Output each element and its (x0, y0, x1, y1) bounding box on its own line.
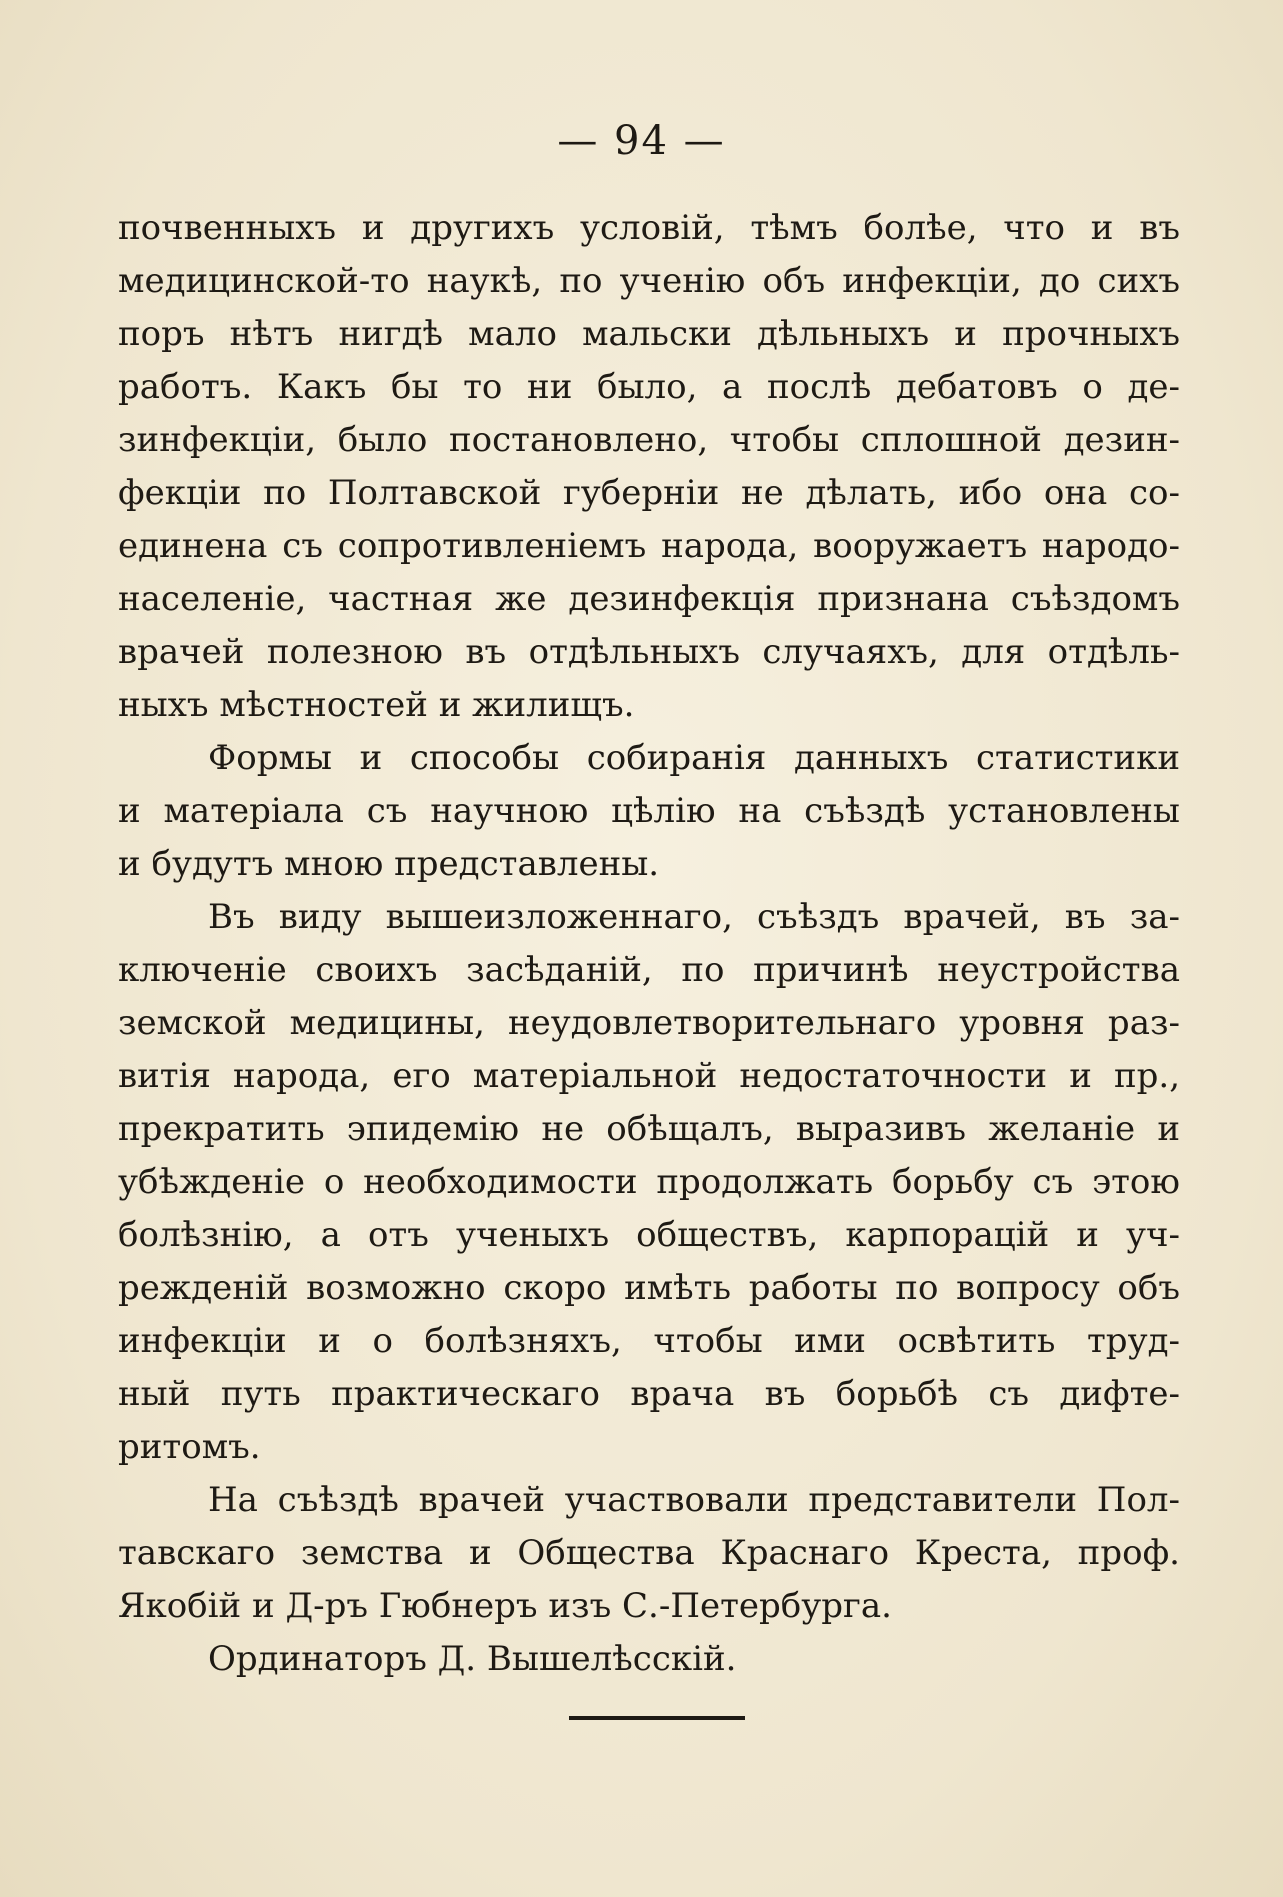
text-line: населенiе, частная же дезинфекцiя признана съѣздомъ (118, 579, 1180, 619)
text-line: врачей полезною въ отдѣльныхъ случаяхъ, для отдѣль- (118, 632, 1180, 672)
text-line: и матерiала съ научною цѣлiю на съѣздѣ установлены (118, 791, 1180, 831)
page-number: — 94 — (557, 118, 726, 164)
signature-line: Ординаторъ Д. Вышелѣсскiй. (208, 1639, 737, 1679)
text-line: ритомъ. (118, 1427, 261, 1467)
text-line: Въ виду вышеизложеннаго, съѣздъ врачей, въ за- (208, 897, 1180, 937)
text-line: ключенiе своихъ засѣданiй, по причинѣ неустройства (118, 950, 1180, 990)
body-text (118, 202, 1180, 1686)
text-line: медицинской-то наукѣ, по ученiю объ инфекцiи, до сихъ (118, 261, 1180, 301)
text-line: почвенныхъ и другихъ условiй, тѣмъ болѣе, что и въ (118, 208, 1180, 248)
text-line: убѣжденiе о необходимости продолжать борьбу съ этою (118, 1162, 1180, 1202)
text-line: ный путь практическаго врача въ борьбѣ съ дифте- (118, 1374, 1180, 1414)
text-line: На съѣздѣ врачей участвовали представители Пол- (208, 1480, 1180, 1520)
closing-rule (569, 1716, 745, 1720)
text-line: Формы и способы собиранiя данныхъ статистики (208, 738, 1180, 778)
text-line: болѣзнiю, а отъ ученыхъ обществъ, карпорацiй и уч- (118, 1215, 1180, 1255)
text-line: зинфекцiи, было постановлено, чтобы сплошной дезин- (118, 420, 1180, 460)
text-line: инфекцiи и о болѣзняхъ, чтобы ими освѣтить труд- (118, 1321, 1180, 1361)
text-line: фекцiи по Полтавской губернiи не дѣлать, ибо она со- (118, 473, 1180, 513)
text-line: прекратить эпидемiю не обѣщалъ, выразивъ желанiе и (118, 1109, 1180, 1149)
text-line: витiя народа, его матерiальной недостаточности и пр., (118, 1056, 1180, 1096)
text-line: ныхъ мѣстностей и жилищъ. (118, 685, 635, 725)
text-line: земской медицины, неудовлетворительнаго уровня раз- (118, 1003, 1180, 1043)
text-line: единена съ сопротивленiемъ народа, вооружаетъ народо- (118, 526, 1180, 566)
text-line: Якобiй и Д-ръ Гюбнеръ изъ С.-Петербурга. (118, 1586, 892, 1626)
text-line: и будутъ мною представлены. (118, 844, 660, 884)
text-line: поръ нѣтъ нигдѣ мало мальски дѣльныхъ и прочныхъ (118, 314, 1180, 354)
text-line: тавскаго земства и Общества Краснаго Креста, проф. (118, 1533, 1180, 1573)
text-line: работъ. Какъ бы то ни было, а послѣ дебатовъ о де- (118, 367, 1180, 407)
text-line: режденiй возможно скоро имѣть работы по вопросу объ (118, 1268, 1180, 1308)
